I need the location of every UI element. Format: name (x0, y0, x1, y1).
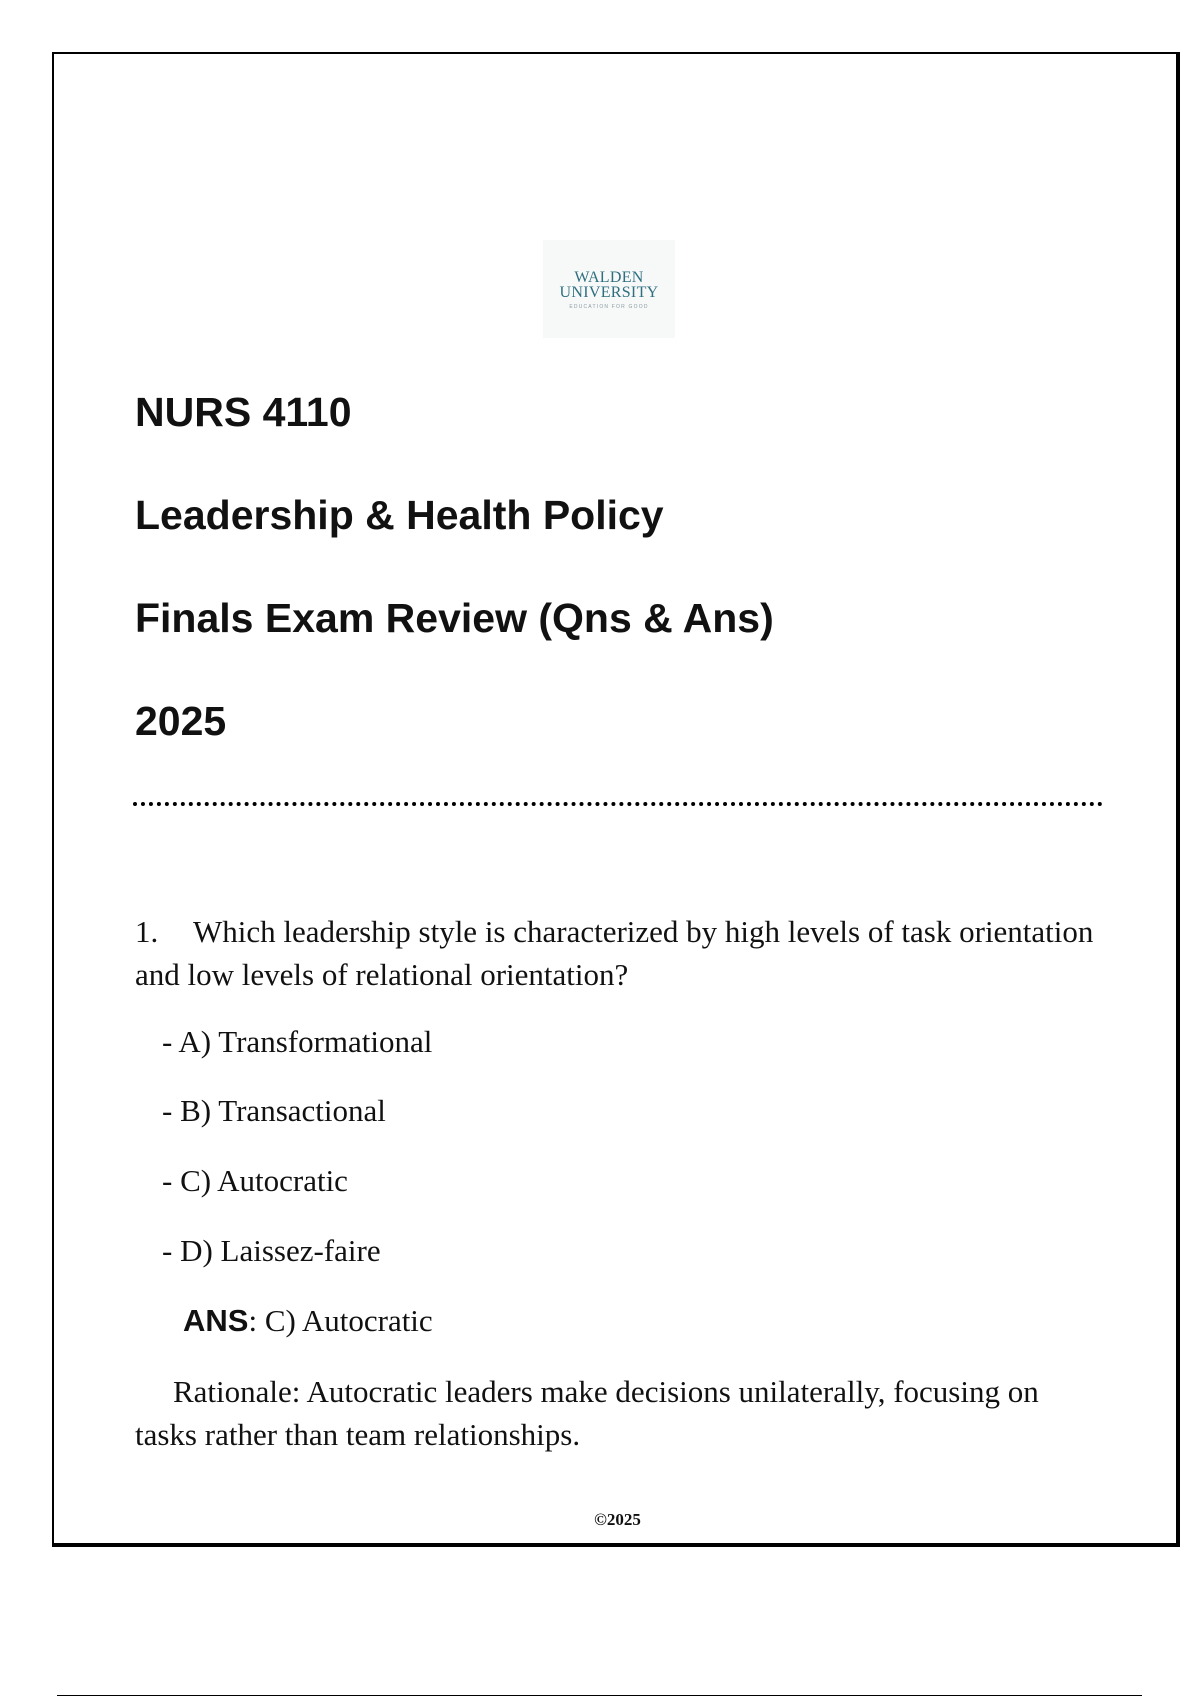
copyright-notice: ©2025 (594, 1510, 641, 1529)
option-c: - C) Autocratic (162, 1163, 348, 1198)
answer-label: ANS (183, 1303, 249, 1338)
document-type: Finals Exam Review (Qns & Ans) (135, 595, 774, 641)
document-year: 2025 (135, 698, 227, 744)
option-d: - D) Laissez-faire (162, 1233, 381, 1268)
walden-university-logo (543, 240, 675, 338)
question-number: 1. (135, 914, 159, 949)
bottom-divider (57, 1695, 1142, 1696)
question-1 (135, 910, 1095, 996)
logo-line-walden: WALDEN (574, 269, 644, 286)
rationale-text: Rationale: Autocratic leaders make decisions unilaterally, focusing on tasks rather than team relationships. (135, 1374, 1039, 1452)
answer-text: : C) Autocratic (248, 1303, 433, 1338)
logo-tagline: EDUCATION FOR GOOD (569, 304, 649, 310)
option-a: - A) Transformational (162, 1024, 433, 1059)
logo-line-university: UNIVERSITY (559, 284, 659, 301)
course-name: Leadership & Health Policy (135, 492, 664, 538)
answer-line (183, 1301, 433, 1341)
course-code: NURS 4110 (135, 389, 352, 435)
option-b: - B) Transactional (162, 1093, 386, 1128)
dotted-divider (133, 802, 1103, 806)
question-text: Which leadership style is characterized by high levels of task orientation and low levels of relational orientation? (135, 914, 1094, 992)
